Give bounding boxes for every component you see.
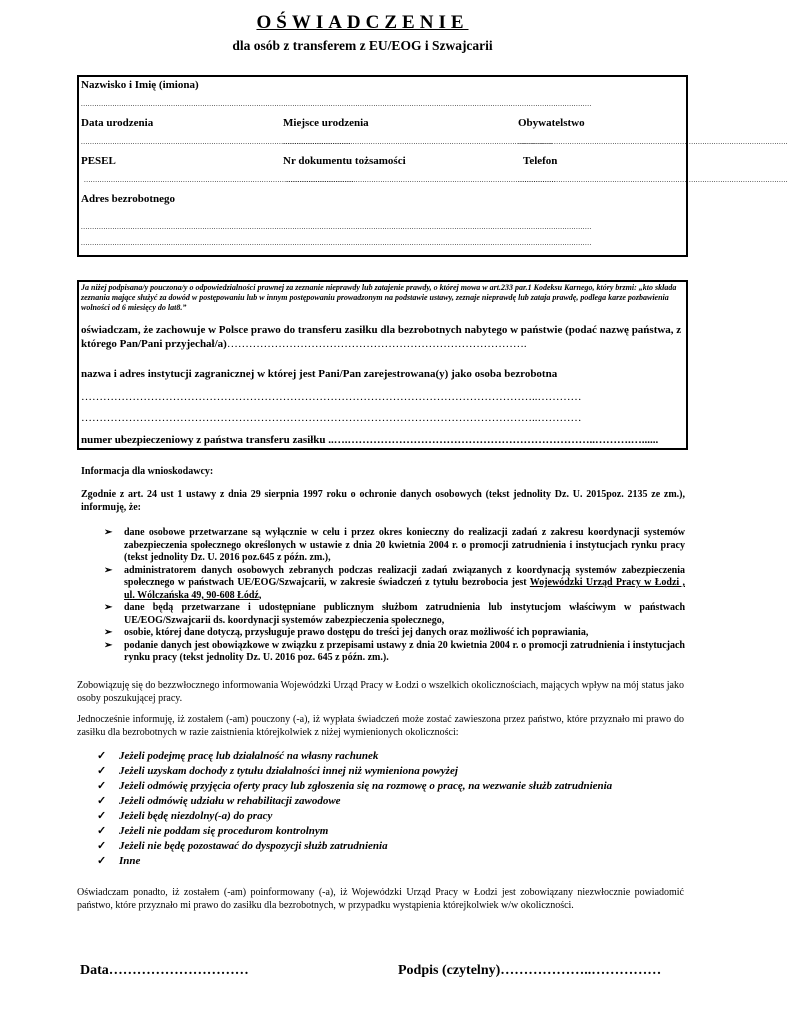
list-item: ✓ Jeżeli nie będę pozostawać do dyspozycji służb zatrudnienia (97, 840, 388, 852)
document-title: OŚWIADCZENIE (256, 12, 469, 33)
insurance-number-label: numer ubezpieczeniowy z państwa transferu zasiłku (81, 434, 326, 446)
arrow-icon: ➢ (104, 627, 113, 638)
pob-label: Miejsce urodzenia (283, 117, 369, 129)
address-field-1[interactable]: ................................................................................................................................................................................................................................... (81, 223, 592, 231)
arrow-icon: ➢ (104, 639, 113, 651)
arrow-icon: ➢ (104, 602, 113, 613)
dob-field[interactable]: ........................................................................................................................ (81, 138, 351, 146)
id-document-label: Nr dokumentu tożsamości (283, 155, 406, 167)
list-item: ✓ Jeżeli będę niezdolny(-a) do pracy (97, 810, 273, 822)
check-icon: ✓ (97, 825, 107, 837)
check-icon: ✓ (97, 810, 107, 822)
obligation-paragraph: Zobowiązuję się do bezzwłocznego informowania Wojewódzki Urząd Pracy w Łodzi o wszelkich okolicznościach, mających wpływ na mój status jako osoby poszukującej pracy. (77, 680, 684, 704)
citizenship-label: Obywatelstwo (518, 117, 585, 129)
info-list (104, 527, 685, 665)
pesel-label: PESEL (81, 155, 116, 167)
legal-warning: Ja niżej podpisana/y pouczona/y o odpowiedzialności prawnej za zeznanie nieprawdy lub zatajenie prawdy, o której mowa w art.233 par.1 Kodeksu Karnego, który brzmi: „kto składa zeznania mające służyć za dowód w postępowaniu lub w innym postępowaniu prowadzonym na podstawie ustawy, zeznaje nieprawdę lub zataja prawdę, podlega karze pozbawienia wolności od 6 miesięcy do lat8.” (81, 283, 677, 312)
document-subtitle: dla osób z transferem z EU/EOG i Szwajcarii (232, 38, 493, 53)
notification-paragraph: Oświadczam ponadto, iż zostałem (-am) poinformowany (-a), iż Wojewódzki Urząd Pracy w Łodzi jest zobowiązany niezwłocznie powiadomić państwo, które przyznało mi prawo do zasiłku dla bezrobotnych, w przypadku wystąpienia którejkolwiek w/w okoliczności. (77, 887, 684, 911)
signature-field[interactable]: Podpis (czytelny)………………..…………… (398, 963, 662, 978)
info-heading: Informacja dla wnioskodawcy: (81, 466, 214, 477)
country-field[interactable]: ………………………………………………………………………. (226, 337, 527, 350)
check-icon: ✓ (97, 765, 107, 777)
pob-field[interactable]: ........................................................................................................................ (283, 138, 553, 146)
name-label: Nazwisko i Imię (imiona) (81, 79, 199, 91)
check-icon: ✓ (97, 750, 107, 762)
administrator-address: Wojewódzki Urząd Pracy w Łodzi , ul. Wólczańska 49, 90-608 Łódź (124, 577, 686, 601)
address-label: Adres bezrobotnego (81, 193, 176, 205)
insurance-number-field[interactable]: ..….…………………………………………………………..……….…...... (328, 434, 659, 446)
list-item: ➢ osobie, której dane dotyczą, przysługuje prawo dostępu do treści jej danych oraz możliwość ich poprawiania, (104, 627, 589, 638)
list-item: ✓ Jeżeli uzyskam dochody z tytułu działalności innej niż wymieniona powyżej (97, 765, 458, 777)
list-item: ➢ dane będą przetwarzane i udostępniane publicznym służbom zatrudnienia lub instytucjom właściwym w państwach UE/EOG/Szwajcarii ds. koordynacji systemów zabezpieczenia społecznego, (104, 602, 685, 626)
list-item: ➢ dane osobowe przetwarzane są wyłącznie w celu i przez okres konieczny do realizacji zadań z zakresu koordynacji systemów zabezpieczenia społecznego określonych w ustawie z dnia 20 kwietnia 2004 r. o promocji zatrudnienia i instytucjach rynku pracy (tekst jednolity Dz. U. 2016 poz.645 z późn. zm.), (104, 527, 685, 563)
circumstances-list (97, 749, 697, 869)
id-document-field[interactable]: ........................................................................................................................ (286, 176, 556, 184)
check-icon: ✓ (97, 795, 107, 807)
check-icon: ✓ (97, 780, 107, 792)
arrow-icon: ➢ (104, 527, 113, 538)
name-field[interactable]: ................................................................................................................................................................................................................................... (81, 100, 592, 108)
pesel-field[interactable]: ........................................................................................................................ (84, 176, 354, 184)
list-item: ✓ Jeżeli nie poddam się procedurom kontrolnym (97, 825, 329, 837)
transfer-statement: oświadczam, że zachowuje w Polsce prawo do transferu zasiłku dla bezrobotnych nabytego w państwie (podać nazwę państwa, z którego Pan/Pani przyjechał/a)………………………………………………………………………. (81, 324, 682, 350)
list-item: ➢ podanie danych jest obowiązkowe w związku z przepisami ustawy z dnia 20 kwietnia 2004 r. o promocji zatrudnienia i instytucjach rynku pracy (tekst jednolity Dz. U. 2016 poz. 645 z późn. zm.). (104, 639, 685, 663)
date-field[interactable]: Data………………………… (80, 963, 249, 978)
list-item: ✓ Jeżeli odmówię przyjęcia oferty pracy lub zgłoszenia się na rozmowę o pracę, na wezwanie służb zatrudnienia (97, 780, 613, 792)
list-item: ✓ Jeżeli podejmę pracę lub działalność na własny rachunek (97, 750, 379, 762)
dob-label: Data urodzenia (81, 117, 154, 129)
check-icon: ✓ (97, 855, 107, 867)
phone-label: Telefon (523, 155, 558, 167)
institution-label: nazwa i adres instytucji zagranicznej w której jest Pani/Pan zarejestrowana(y) jako osoba bezrobotna (81, 368, 558, 380)
suspension-paragraph: Jednocześnie informuję, iż zostałem (-am) pouczony (-a), iż wypłata świadczeń może zostać zawieszona przez państwo, które przyznało mi prawo do zasiłku dla bezrobotnych w razie zaistnienia którejkolwiek z niżej wymienionych okoliczności: (77, 714, 684, 738)
address-field-2[interactable]: ................................................................................................................................................................................................................................... (81, 239, 592, 247)
phone-field[interactable]: ........................................................................................................................ (518, 176, 788, 184)
insurance-number-row (81, 434, 683, 448)
institution-field-2[interactable]: ……………………………………………………………………………………………………………..………… (81, 412, 582, 424)
check-icon: ✓ (97, 840, 107, 852)
list-item: ✓ Inne (97, 855, 141, 867)
list-item: ✓ Jeżeli odmówię udziału w rehabilitacji zawodowe (97, 795, 341, 807)
citizenship-field[interactable]: ........................................................................................................................ (518, 138, 788, 146)
info-intro: Zgodnie z art. 24 ust 1 ustawy z dnia 29 sierpnia 1997 roku o ochronie danych osobowych (tekst jednolity Dz. U. 2015poz. 2135 ze zm.), informuję, że: (81, 489, 685, 513)
institution-field-1[interactable]: ……………………………………………………………………………………………………………..………… (81, 391, 582, 403)
arrow-icon: ➢ (104, 564, 113, 576)
list-item: ➢ administratorem danych osobowych zebranych podczas realizacji zadań związanych z koordynacją systemów zabezpieczenia społecznego w państwach UE/EOG/Szwajcarii, w zakresie świadczeń z tytułu bezrobocia jest Wojewódzki Urząd Pracy w Łodzi , ul. Wólczańska 49, 90-608 Łódź, (104, 564, 686, 601)
